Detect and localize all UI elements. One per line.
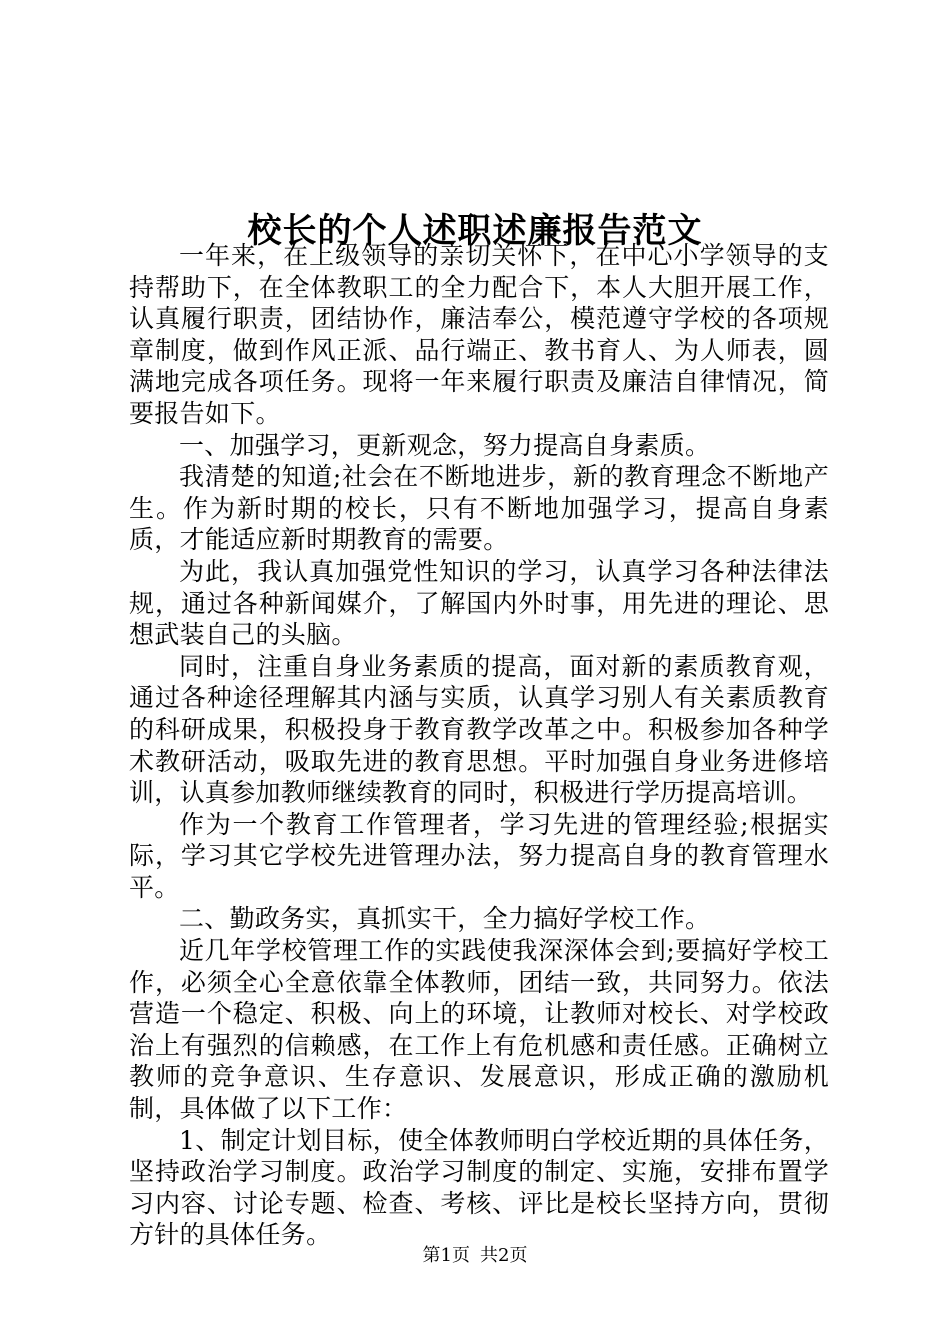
section-heading-2: 二、勤政务实，真抓实干，全力搞好学校工作。	[179, 904, 711, 934]
page-footer	[0, 1244, 950, 1268]
section-heading-1: 一、加强学习，更新观念，努力提高自身素质。	[179, 430, 711, 460]
document-title: 校长的个人述职述廉报告范文	[247, 210, 703, 251]
paragraph: 1、制定计划目标，使全体教师明白学校近期的具体任务，坚持政治学习制度。政治学习制度的制定、实施，安排布置学习内容、讨论专题、检查、考核、评比是校长坚持方向，贯彻方针的具体任务。	[129, 1125, 829, 1250]
paragraph: 我清楚的知道;社会在不断地进步，新的教育理念不断地产生。作为新时期的校长，只有不断地加强学习，提高自身素质，才能适应新时期教育的需要。	[129, 462, 829, 555]
paragraph-intro: 一年来，在上级领导的亲切关怀下，在中心小学领导的支持帮助下，在全体教职工的全力配合下，本人大胆开展工作，认真履行职责，团结协作，廉洁奉公，模范遵守学校的各项规章制度，做到作风正派、品行端正、教书育人、为人师表，圆满地完成各项任务。现将一年来履行职责及廉洁自律情况，简要报告如下。	[129, 241, 829, 428]
paragraph: 近几年学校管理工作的实践使我深深体会到;要搞好学校工作，必须全心全意依靠全体教师，团结一致，共同努力。依法营造一个稳定、积极、向上的环境，让教师对校长、对学校政治上有强烈的信赖感，在工作上有危机感和责任感。正确树立教师的竞争意识、生存意识、发展意识，形成正确的激励机制，具体做了以下工作：	[129, 936, 829, 1124]
paragraph: 作为一个教育工作管理者，学习先进的管理经验;根据实际，学习其它学校先进管理办法，努力提高自身的教育管理水平。	[129, 809, 829, 902]
paragraph: 为此，我认真加强党性知识的学习，认真学习各种法律法规，通过各种新闻媒介，了解国内外时事，用先进的理论、思想武装自己的头脑。	[129, 556, 829, 650]
page-number: 第1页	[422, 1245, 470, 1266]
paragraph: 同时，注重自身业务素质的提高，面对新的素质教育观，通过各种途径理解其内涵与实质，认真学习别人有关素质教育的科研成果，积极投身于教育教学改革之中。积极参加各种学术教研活动，吸取先进的教育思想。平时加强自身业务进修培训，认真参加教师继续教育的同时，积极进行学历提高培训。	[129, 651, 829, 808]
document-body	[129, 240, 829, 1251]
page-total: 共2页	[480, 1245, 528, 1266]
